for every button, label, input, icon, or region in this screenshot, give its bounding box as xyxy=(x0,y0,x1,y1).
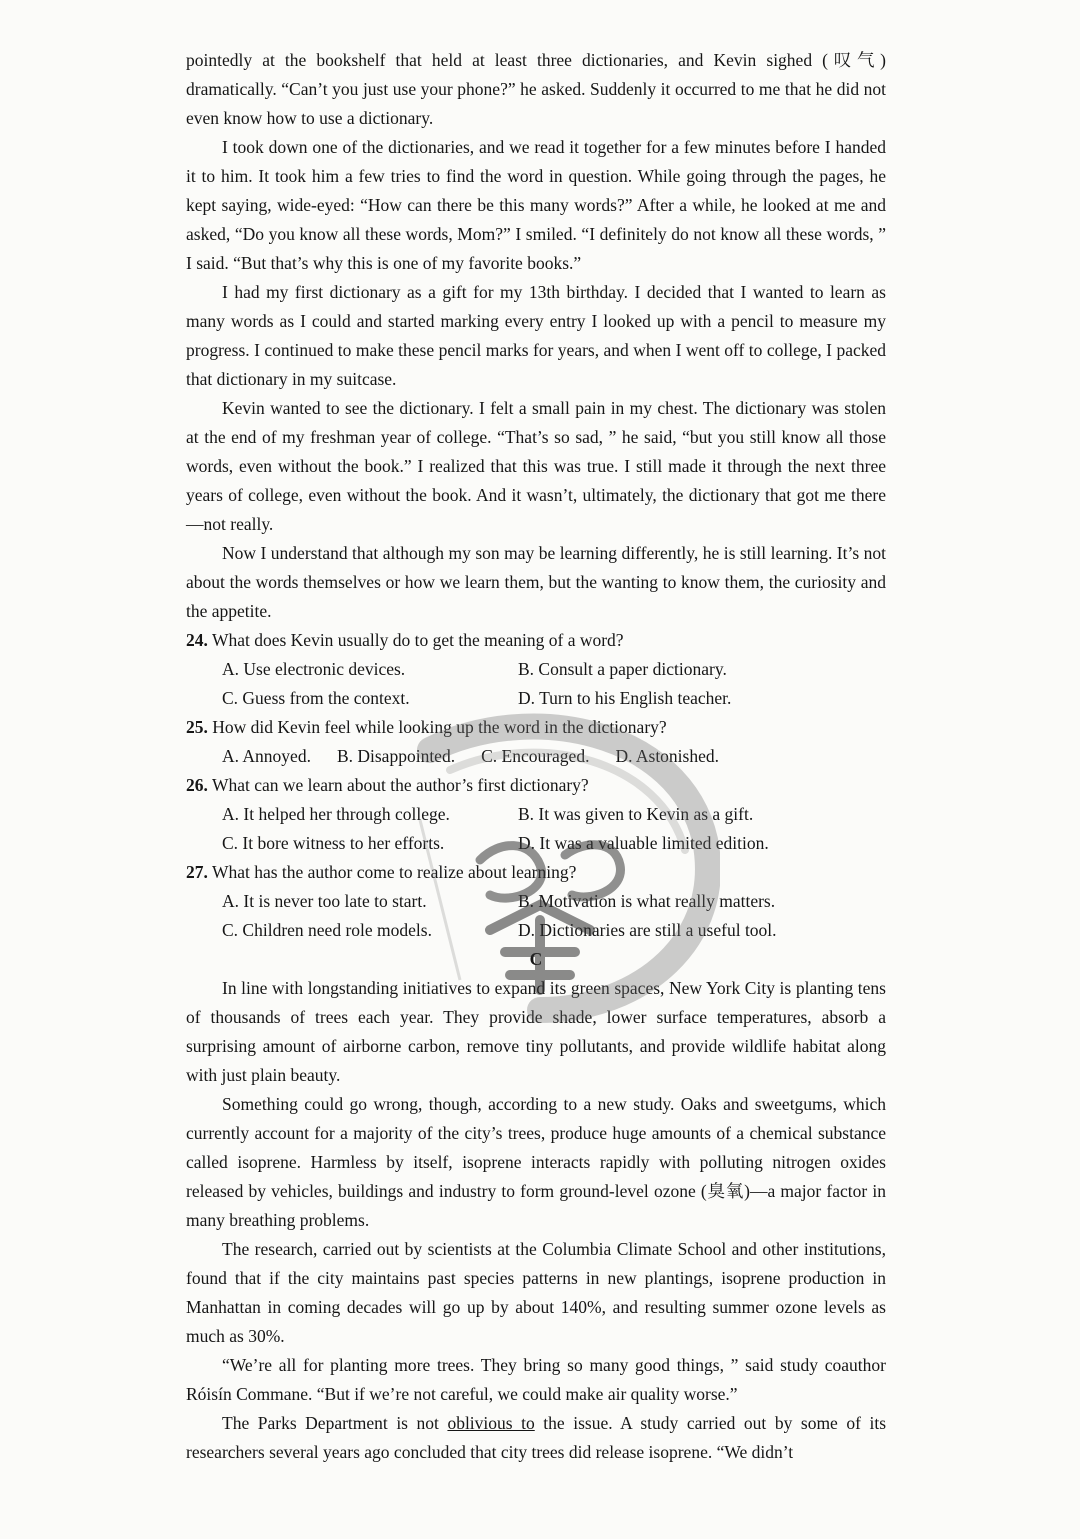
options xyxy=(186,655,886,713)
options xyxy=(186,887,886,945)
option-c: C. Children need role models. xyxy=(222,920,432,940)
option-b: B. Consult a paper dictionary. xyxy=(518,659,727,679)
options xyxy=(186,800,886,858)
question-number: 24. xyxy=(186,630,208,650)
option-d: D. Dictionaries are still a useful tool. xyxy=(518,920,777,940)
passage-c-paragraph-5 xyxy=(186,1409,886,1467)
passage-b-paragraph-4: Kevin wanted to see the dictionary. I felt a small pain in my chest. The dictionary was stolen at the end of my freshman year of college. “That’s so sad, ” he said, “but you still know all those words, even without the book.” I realized that this was true. I still made it through the next three years of college, even without the book. And it wasn’t, ultimately, the dictionary that got me there—not really. xyxy=(186,398,886,534)
option-a: A. Annoyed. xyxy=(222,746,311,766)
underlined-phrase: oblivious to xyxy=(447,1413,535,1433)
option-a: A. Use electronic devices. xyxy=(222,659,406,679)
question-number: 26. xyxy=(186,775,208,795)
option-b: B. Motivation is what really matters. xyxy=(518,891,776,911)
option-a: A. It is never too late to start. xyxy=(222,891,427,911)
passage-c-paragraph-4: “We’re all for planting more trees. They bring so many good things, ” said study coauthor Róisín Commane. “But if we’re not careful, we could make air quality worse.” xyxy=(186,1355,886,1404)
question-27 xyxy=(186,858,886,945)
option-c: C. It bore witness to her efforts. xyxy=(222,833,445,853)
passage-c-paragraph-2: Something could go wrong, though, according to a new study. Oaks and sweetgums, which currently account for a majority of the city’s trees, produce huge amounts of a chemical substance called isoprene. Harmless by itself, isoprene interacts rapidly with polluting nitrogen oxides released by vehicles, buildings and industry to form ground-level ozone (臭氧)—a major factor in many breathing problems. xyxy=(186,1094,886,1230)
passage-c-paragraph-1: In line with longstanding initiatives to expand its green spaces, New York City is planting tens of thousands of trees each year. They provide shade, lower surface temperatures, absorb a surprising amount of airborne carbon, remove tiny pollutants, and provide wildlife habitat along with just plain beauty. xyxy=(186,978,886,1085)
passage-b-paragraph-5: Now I understand that although my son may be learning differently, he is still learning. It’s not about the words themselves or how we learn them, but the wanting to know them, the curiosity and the appetite. xyxy=(186,543,886,621)
question-stem: How did Kevin feel while looking up the word in the dictionary? xyxy=(212,717,667,737)
option-d: D. It was a valuable limited edition. xyxy=(518,833,769,853)
passage-b-paragraph-2: I took down one of the dictionaries, and we read it together for a few minutes before I handed it to him. It took him a few tries to find the word in question. While going through the pages, he kept saying, wide-eyed: “How can there be this many words?” After a while, he looked at me and asked, “Do you know all these words, Mom?” I smiled. “I definitely do not know all these words, ” I said. “But that’s why this is one of my favorite books.” xyxy=(186,137,886,273)
option-d: D. Turn to his English teacher. xyxy=(518,688,732,708)
option-b: B. Disappointed. xyxy=(336,746,456,766)
question-number: 25. xyxy=(186,717,208,737)
option-a: A. It helped her through college. xyxy=(222,804,450,824)
question-stem: What does Kevin usually do to get the meaning of a word? xyxy=(211,630,624,650)
section-heading-c: C xyxy=(529,949,543,969)
question-24 xyxy=(186,626,886,713)
question-number: 27. xyxy=(186,862,208,882)
text-run: The Parks Department is not xyxy=(222,1413,448,1433)
passage-b-paragraph-1: pointedly at the bookshelf that held at least three dictionaries, and Kevin sighed (叹气) dramatically. “Can’t you just use your phone?” he asked. Suddenly it occurred to me that he did not even know how to use a dictionary. xyxy=(186,50,886,128)
exam-page xyxy=(186,46,886,1467)
question-stem: What can we learn about the author’s first dictionary? xyxy=(211,775,589,795)
option-b: B. It was given to Kevin as a gift. xyxy=(518,804,754,824)
options xyxy=(186,742,886,771)
option-d: D. Astonished. xyxy=(615,746,720,766)
text-run: the issue. A study carried out by some of its researchers several years ago concluded that city trees did release isoprene. “We didn’t xyxy=(186,1413,887,1462)
option-c: C. Encouraged. xyxy=(481,746,590,766)
question-26 xyxy=(186,771,886,858)
passage-b-paragraph-3: I had my first dictionary as a gift for my 13th birthday. I decided that I wanted to learn as many words as I could and started marking every entry I looked up with a pencil to measure my progress. I continued to make these pencil marks for years, and when I went off to college, I packed that dictionary in my suitcase. xyxy=(186,282,886,389)
question-stem: What has the author come to realize about learning? xyxy=(211,862,577,882)
question-25 xyxy=(186,713,886,771)
option-c: C. Guess from the context. xyxy=(222,688,410,708)
passage-c-paragraph-3: The research, carried out by scientists at the Columbia Climate School and other institutions, found that if the city maintains past species patterns in new plantings, isoprene production in Manhattan in coming decades will go up by about 140%, and resulting summer ozone levels as much as 30%. xyxy=(186,1239,886,1346)
